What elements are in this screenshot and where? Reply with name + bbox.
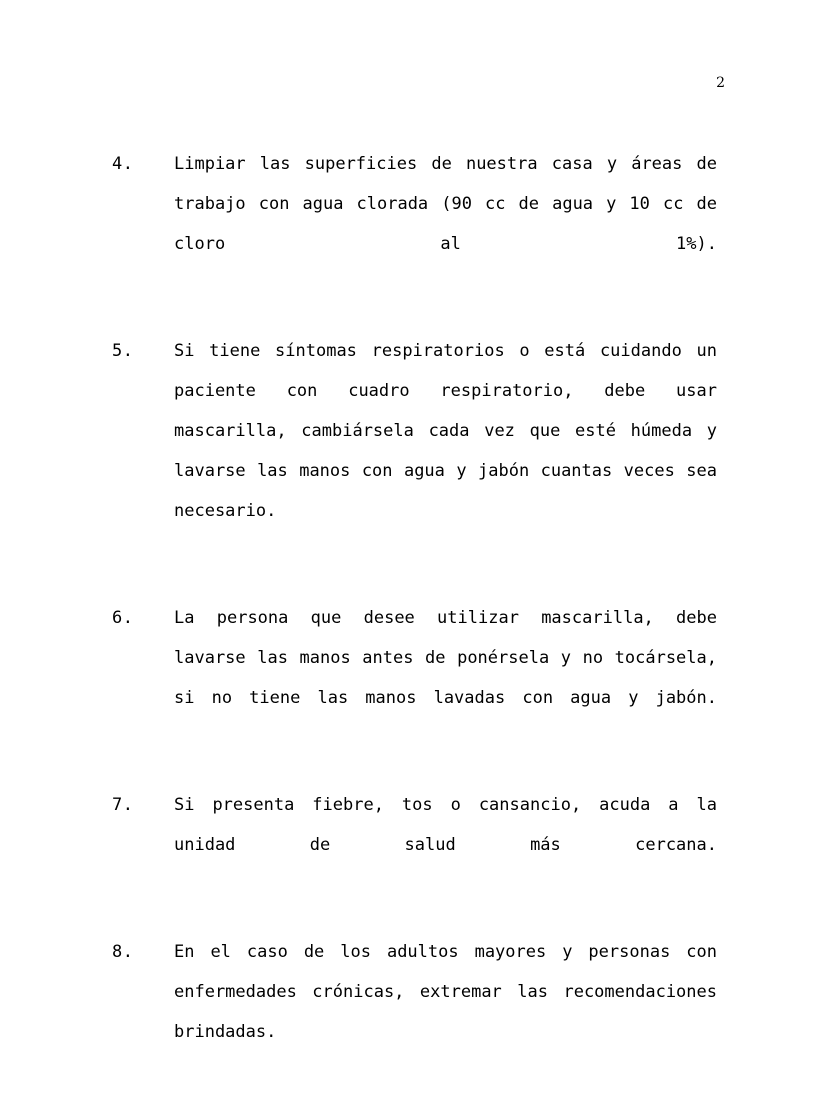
- list-item: [112, 598, 717, 758]
- list-item-number: 7.: [112, 795, 134, 815]
- list-item: [112, 331, 717, 571]
- list-item: [112, 144, 717, 304]
- list-item-text: La persona que desee utilizar mascarilla, debe lavarse las manos antes de ponérsela y no tocársela, si no tiene las manos lavadas con agua y jabón.: [174, 608, 717, 708]
- list-item: [112, 932, 717, 1092]
- list-item-text: Si presenta fiebre, tos o cansancio, acuda a la unidad de salud más cercana.: [174, 795, 717, 855]
- list-item-number: 6.: [112, 608, 134, 628]
- list-item-number: 4.: [112, 154, 134, 174]
- numbered-list: [112, 144, 717, 1119]
- list-item-text: Si tiene síntomas respiratorios o está cuidando un paciente con cuadro respiratorio, debe usar mascarilla, cambiársela cada vez que esté húmeda y lavarse las manos con agua y jabón cuantas veces sea necesario.: [174, 341, 717, 521]
- list-item-number: 8.: [112, 942, 134, 962]
- list-item-number: 5.: [112, 341, 134, 361]
- list-item-text: Limpiar las superficies de nuestra casa y áreas de trabajo con agua clorada (90 cc de agua y 10 cc de cloro al 1%).: [174, 154, 717, 254]
- page-number: 2: [716, 75, 725, 91]
- list-item-text: En el caso de los adultos mayores y personas con enfermedades crónicas, extremar las recomendaciones brindadas.: [174, 942, 717, 1042]
- list-item: [112, 785, 717, 905]
